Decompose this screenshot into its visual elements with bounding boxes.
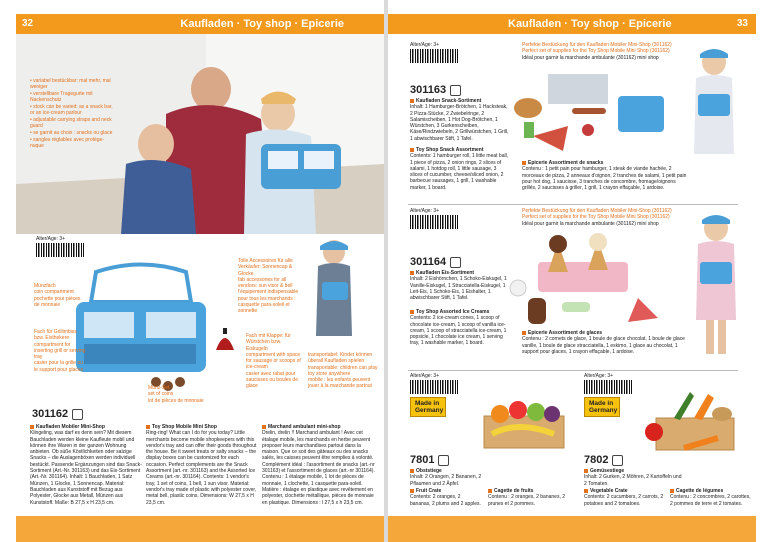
- callout-en: compartment with space for sausage or scoops of ice-cream: [246, 351, 301, 371]
- desc-text: Contents: 2 cucumbers, 2 carrots, 2 potatoes and 2 tomatoes.: [584, 494, 664, 507]
- square-bullet-icon: [584, 469, 588, 473]
- desc-en: [410, 488, 482, 507]
- square-bullet-icon: [262, 425, 266, 429]
- girl-with-tray-image: [312, 236, 356, 348]
- desc-title: Gemüsestiege: [590, 468, 625, 474]
- desc-text: Contenu : 1 petit pain pour hamburger, 1 steak de viande hachée, 2 morceaux de pizza, 2 anneaux d'oignon, 2 tranches de salami, 1 petit pain pour hot dog, 1 saucisse, 3 tranches de concombre, fromage/oignons grillés, 2 saucisses à griller, 1 grill, 1 crayon effaçable, 1 ardoise.: [522, 166, 687, 192]
- callout-de: Münzfach: [34, 283, 56, 289]
- desc-fr: [488, 488, 568, 507]
- barcode: [410, 49, 458, 63]
- desc-title: Toy Shop Mobile Mini Shop: [152, 424, 217, 430]
- intro-fr: Idéal pour garnir la marchande ambulante (301162) mini shop: [522, 220, 659, 227]
- desc-text: Inhalt: 2 Orangen, 2 Bananen, 2 Pflaumen und 2 Äpfel.: [410, 474, 482, 487]
- callout-en: fab accessories for all vendors: sun visor & bell: [238, 276, 293, 290]
- feature-bullet: • stock can be varied: as a snack bar, or an ice-cream parlour: [30, 104, 113, 116]
- callout-fr: pochette pour pièces de monnaie: [34, 295, 81, 308]
- callout-fr: lot de pièces de monnaie: [148, 397, 204, 404]
- age-label: Alter/Age: 3+: [410, 42, 440, 48]
- desc-title: Kaufladen Eis-Sortiment: [416, 270, 475, 276]
- square-bullet-icon: [30, 425, 34, 429]
- ice-cream-assortment-image: [508, 232, 668, 328]
- desc-title: Vegetable Crate: [590, 488, 628, 494]
- desc-title: Epicerie Assortiment de glaces: [528, 330, 603, 336]
- 3d-view-icon: [450, 257, 461, 268]
- desc-text: Contenu : 2 concombres, 2 carottes, 2 pommes de terre et 2 tomates.: [670, 494, 751, 507]
- desc-title: Toy Shop Snack Assortment: [416, 147, 484, 153]
- square-bullet-icon: [410, 271, 414, 275]
- desc-fr: [522, 330, 688, 355]
- page-footer: [388, 516, 756, 542]
- intro-en: Perfect set of supplies for the Toy Shop Mobile Mini Shop (301162): [522, 214, 670, 221]
- desc-title: Kaufladen Mobiler Mini-Shop: [36, 424, 105, 430]
- product-number: [584, 454, 623, 466]
- page-header: [16, 14, 384, 34]
- desc-title: Cagette de légumes: [676, 488, 724, 494]
- callout-de: transportabel: Kinder können überall Kaufladen spielen: [308, 352, 373, 365]
- barcode: [584, 380, 632, 394]
- square-bullet-icon: [410, 489, 414, 493]
- age-label: Alter/Age: 3+: [410, 208, 440, 214]
- product-number: [410, 84, 461, 96]
- desc-text: Inhalt: 1 Hamburger-Brötchen, 1 Hacksteak, 2 Pizza-Stücke, 2 Zwiebelringe, 2 Salamischeiben, 1 Hot Dog-Brötchen, 1 Würstchen, 3 Gurkenscheiben, Käse/Rindzwiebeln, 2 Grillwürstchen, 1 Grill, 1 abwischbarer Stift, 1 Tafel.: [410, 104, 509, 142]
- child-with-tray-image: [688, 44, 740, 156]
- desc-de: [410, 468, 500, 487]
- desc-de: [584, 468, 684, 487]
- barcode: [36, 243, 84, 257]
- page-footer: [16, 516, 384, 542]
- callout-de: Tolle Accessoires für alle Verkäufer: Sonnencap & Glocke: [238, 258, 293, 277]
- product-intro: [522, 208, 672, 227]
- desc-text: Contenu : 2 oranges, 2 bananes, 2 prunes et 2 pommes.: [488, 494, 566, 507]
- desc-title: Cagette de fruits: [494, 488, 534, 494]
- square-bullet-icon: [584, 489, 588, 493]
- product-number-text: 301163: [410, 84, 447, 96]
- feature-bullet: • adjustable carrying straps and neck guard: [30, 117, 112, 129]
- intro-de: Perfekte Bestückung für den Kaufladen Mobiler Mini-Shop (301162): [522, 208, 672, 214]
- square-bullet-icon: [146, 425, 150, 429]
- page-header: [388, 14, 756, 34]
- desc-title: Epicerie Assortiment de snacks: [528, 160, 604, 166]
- callout-en: transportable: children can play toy store anywhere: [308, 364, 378, 377]
- desc-text: Inhalt: 2 Gurken, 2 Möhren, 2 Kartoffeln und 2 Tomaten.: [584, 474, 682, 487]
- desc-text: Ring-ring! What can I do for you today? Little merchants become mobile shopkeepers with this vendor's tray and can offer their goods throughout the house. Be it sweet treats or salty snacks – the display boxes can be customized for each occasion. Perfect complements are the Snack Assortment (art.-nr. 301163) and the Assorted Ice Creams (art.-nr. 301164). Contents: 1 vendor's tray, 1 set of coins, 1 bell, 1 sun visor. Material: vendor's tray made of plastic with polyester cover, metal bell, plastic coins. Dimensions: W 27,5 x H 23,5 cm.: [146, 430, 257, 506]
- left-page: [16, 0, 384, 542]
- page-title: Kaufladen · Toy shop · Epicerie: [180, 18, 344, 30]
- desc-fr: [522, 160, 688, 191]
- snack-assortment-image: [508, 66, 668, 158]
- callout-accessories: [238, 258, 300, 315]
- callout-fr: l'équipement indispensable pour tous les marchands : casquette para-soleil et sonnette: [238, 289, 299, 315]
- intro-en: Perfect set of supplies for the Toy Shop Mobile Mini Shop (301162): [522, 48, 670, 55]
- callout-en: set of coins: [148, 391, 174, 398]
- callout-transport: [308, 352, 378, 390]
- intro-de: Perfekte Bestückung für den Kaufladen Mobiler Mini-Shop (301162): [522, 42, 672, 48]
- callout-en: compartment for inserting grill or serving tray: [34, 341, 86, 361]
- callout-coins: [148, 385, 218, 404]
- intro-fr: Idéal pour garnir la marchande ambulante (301162) mini shop: [522, 54, 659, 61]
- square-bullet-icon: [410, 99, 414, 103]
- desc-title: Fruit Crate: [416, 488, 442, 494]
- fruit-crate-image: [478, 390, 570, 452]
- desc-title: Toy Shop Assorted Ice Creams: [416, 309, 490, 315]
- 3d-view-icon: [612, 455, 623, 466]
- divider: [408, 370, 738, 371]
- product-number-text: 301164: [410, 256, 447, 268]
- callout-fr: casier avec rabat pour saucisses ou boules de glace: [246, 370, 298, 390]
- desc-de: [410, 98, 510, 142]
- product-number: [410, 256, 461, 268]
- product-number: [410, 454, 449, 466]
- feature-bullet: • variabel bestückbar: mal mehr, mal weniger: [30, 78, 111, 90]
- callout-de: Fach mit Klappe: für Würstchen bzw. Eiskugeln: [246, 333, 291, 352]
- right-page: [388, 0, 756, 542]
- desc-text: Inhalt: 2 Eishörnchen, 1 Schoko-Eiskugel, 1 Vanille-Eiskugel, 1 Stracciatella-Eiskugel, 1 Leit-Eis, 1 Schoko-Eis, 1 Eishalter, 1 abwischbarer Stift, 1 Tafel.: [410, 276, 507, 302]
- barcode: [410, 380, 458, 394]
- 3d-view-icon: [438, 455, 449, 466]
- desc-col-en: [146, 424, 258, 506]
- desc-title: Obststiege: [416, 468, 442, 474]
- page-number: 32: [22, 18, 34, 29]
- square-bullet-icon: [522, 331, 526, 335]
- desc-en: [410, 309, 510, 347]
- desc-text: Klingeling, was darf es denn sein? Mit diesem Bauchladen werden kleine Kaufleute mobil und können ihre Waren in der ganzen Wohnung anbieten. Ob süße Köstlichkeiten oder salzige Snacks – die Auslagenböxen werden individuell bestückt. Passende Ergänzungen sind das Snack-Sortiment (Art.-Nr. 301163) und das Eis-Sortiment (Art.-Nr. 301164). Inhalt: 1 Bauchladen, 1 Satz Münzen, 1 Glocke, 1 Sonnencap. Material: Bauchladen aus Kunststoff mit Bezug aus Polyester, Glocke aus Metall, Münzen aus Kunststoff. Maße: B 27,5 x H 23,5 cm.: [30, 430, 142, 506]
- age-label: Alter/Age: 3+: [410, 373, 440, 379]
- 3d-view-icon: [450, 85, 461, 96]
- product-number: [32, 408, 83, 420]
- feature-bullets: [30, 78, 116, 150]
- 3d-view-icon: [72, 409, 83, 420]
- desc-text: Contents: 2 oranges, 2 bananas, 2 plums and 2 apples.: [410, 494, 481, 507]
- square-bullet-icon: [670, 489, 674, 493]
- vegetable-crate-image: [644, 388, 740, 454]
- callout-flap: [246, 333, 302, 390]
- age-label: Alter/Age: 3+: [584, 373, 614, 379]
- desc-title: Marchand ambulant mini-shop: [268, 424, 341, 430]
- desc-col-fr: [262, 424, 376, 506]
- square-bullet-icon: [410, 310, 414, 314]
- barcode: [410, 215, 458, 229]
- feature-bullet: • verstellbare Tragegurte mit Nackenschutz: [30, 91, 93, 103]
- desc-title: Kaufladen Snack-Sortiment: [416, 98, 482, 104]
- feature-bullet: • sangles réglables avec protège-nuque: [30, 137, 105, 149]
- square-bullet-icon: [488, 489, 492, 493]
- callout-money: [34, 283, 84, 308]
- callout-fr: mobile : les enfants peuvent jouer à la marchande partout: [308, 377, 372, 390]
- product-number-text: 7802: [584, 454, 609, 466]
- made-in-germany-badge: Made in Germany: [410, 397, 446, 417]
- divider: [408, 204, 738, 205]
- callout-fr: casier pour la grille ou le support pour glaces: [34, 360, 84, 373]
- girl-with-ice-cream-image: [692, 210, 740, 360]
- product-number-text: 7801: [410, 454, 435, 466]
- desc-de: [410, 270, 510, 301]
- bell-image: [212, 326, 238, 356]
- square-bullet-icon: [522, 161, 526, 165]
- page-number: 33: [736, 18, 748, 29]
- age-label: Alter/Age: 3+: [36, 236, 66, 242]
- desc-text: Contenu : 2 cornets de glace, 1 boule de glace chocolat, 1 boule de glace vanille, 1 boule de glace stracciatella, 1 eskimo, 1 glace au chocolat, 1 support pour glaces, 1 crayon effaçable, 1 ardoise.: [522, 336, 685, 355]
- desc-en: [410, 147, 510, 191]
- made-in-germany-badge: Made in Germany: [584, 397, 620, 417]
- callout-grill: [34, 329, 86, 373]
- callout-en: coin compartment: [34, 289, 74, 296]
- desc-text: Drelin, drelin !! Marchand ambulant ! Avec cet étalage mobile, les marchands en herbe peuvent proposer leurs marchandises partout dans la maison. Que ce soit des gâteaux ou des snacks salés, les caisses peuvent être remplies à volonté. Complément idéal : l'assortiment de snacks (art.-nr 301163) et l'assortiment de glaces (art.-nr 301164). Contenu : 1 étalage mobile, 1 lot de pièces de monnaie, 1 clochette, 1 casquette para-soleil. Matière : étalage en plastique avec revêtement en polyester, clochette métallique, pièces de monnaie en plastique. Dimensions : l 27,5 x h 23,5 cm.: [262, 430, 375, 506]
- square-bullet-icon: [410, 469, 414, 473]
- square-bullet-icon: [410, 148, 414, 152]
- desc-fr: [670, 488, 752, 507]
- hero-photo: [16, 34, 384, 234]
- callout-de: Fach für Grillimbiss bzw. Eisthekere: [34, 329, 77, 342]
- desc-en: [584, 488, 666, 507]
- desc-text: Contents: 2 ice-cream cones, 1 scoop of chocolate ice-cream, 1 scoop of vanilla ice-cream, 1 scoop of stracciatella ice-cream, 1 popsicle, 1 chocolate ice cream, 1 serving tray, 1 washable marker, 1 board.: [410, 315, 507, 347]
- product-number-text: 301162: [32, 408, 69, 420]
- product-intro: [522, 42, 672, 61]
- desc-text: Contents: 1 hamburger roll, 1 little meat ball, 1 piece of pizza, 2 onion rings, 2 slices of salami, 1 hotdog roll, 1 little sausage, 3 slices of cucumber, cheese/sliced onion, 2 barbecue sausages, 1 grill, 1 washable marker, 1 board.: [410, 153, 509, 191]
- feature-bullet: • se garnit au choix : snacks ou glace: [30, 130, 113, 136]
- desc-col-de: [30, 424, 142, 506]
- page-title: Kaufladen · Toy shop · Epicerie: [508, 18, 672, 30]
- callout-de: Münz-Set: [148, 385, 170, 391]
